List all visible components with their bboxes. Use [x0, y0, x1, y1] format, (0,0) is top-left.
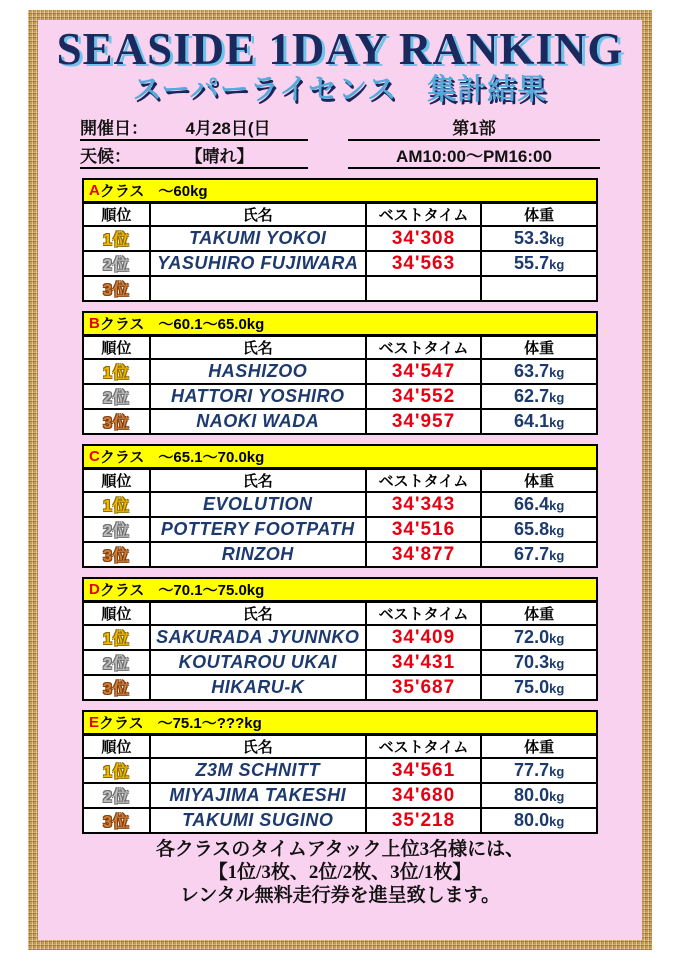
weight-unit: kg [549, 523, 565, 539]
table-row [83, 758, 597, 783]
weight-cell [481, 276, 597, 301]
name-cell [150, 276, 366, 301]
table-row [83, 625, 597, 650]
time-cell: 34'957 [366, 409, 482, 434]
name-cell: POTTERY FOOTPATH [150, 517, 366, 542]
table-row [83, 384, 597, 409]
weight-unit: kg [549, 232, 565, 248]
weight-unit: kg [549, 548, 565, 564]
rank-cell: 3位 [83, 409, 150, 434]
class-range: ～75.1～???kg [157, 715, 262, 733]
col-header-weight: 体重 [481, 735, 597, 758]
weight-value: 62.7 [514, 386, 550, 407]
rank-cell: 2位 [83, 384, 150, 409]
rank-cell: 2位 [83, 517, 150, 542]
time-cell: 34'561 [366, 758, 482, 783]
class-table-a [82, 202, 598, 302]
name-cell: HASHIZOO [150, 359, 366, 384]
weight-value: 67.7 [514, 544, 550, 565]
event-info-right [348, 113, 600, 169]
weight-unit: kg [549, 681, 565, 697]
rank-cell: 1位 [83, 359, 150, 384]
class-word: クラス [99, 715, 144, 733]
col-header-name: 氏名 [150, 602, 366, 625]
weight-cell [481, 675, 597, 700]
col-header-best-time: ベストタイム [366, 735, 482, 758]
time-cell: 35'687 [366, 675, 482, 700]
name-cell: EVOLUTION [150, 492, 366, 517]
weight-unit: kg [549, 257, 565, 273]
class-header-c [82, 444, 598, 469]
name-cell: TAKUMI YOKOI [150, 226, 366, 251]
event-info-left [80, 113, 308, 169]
table-row [83, 409, 597, 434]
weight-cell [481, 625, 597, 650]
weather-value: 【晴れ】 [185, 146, 254, 166]
decorative-border-frame [28, 10, 652, 950]
col-header-weight: 体重 [481, 469, 597, 492]
weight-cell [481, 492, 597, 517]
event-date-row [80, 113, 308, 141]
class-header-d [82, 577, 598, 602]
class-range: ～65.1～70.0kg [158, 449, 265, 467]
weight-unit: kg [549, 390, 565, 406]
weight-value: 70.3 [514, 652, 550, 673]
class-range: ～60.1～65.0kg [158, 316, 265, 334]
col-header-best-time: ベストタイム [366, 336, 482, 359]
name-cell: YASUHIRO FUJIWARA [150, 251, 366, 276]
class-range: ～70.1～75.0kg [158, 582, 265, 600]
page-title: SEASIDE 1DAY RANKING [56, 24, 624, 74]
table-header-row [83, 469, 597, 492]
time-cell: 34'516 [366, 517, 482, 542]
table-row [83, 359, 597, 384]
class-word: クラス [99, 582, 145, 600]
table-row [83, 251, 597, 276]
rank-cell: 1位 [83, 625, 150, 650]
name-cell: SAKURADA JYUNNKO [150, 625, 366, 650]
table-row [83, 650, 597, 675]
weight-value: 77.7 [514, 760, 550, 781]
weight-cell [481, 650, 597, 675]
name-cell: NAOKI WADA [150, 409, 366, 434]
name-cell: RINZOH [150, 542, 366, 567]
prize-note-line-3: レンタル無料走行券を進呈致します。 [179, 885, 501, 907]
rank-cell: 3位 [83, 276, 150, 301]
class-range: ～60kg [158, 183, 208, 201]
weight-unit: kg [549, 789, 565, 805]
rank-cell: 1位 [83, 492, 150, 517]
class-block-d [82, 577, 598, 701]
col-header-best-time: ベストタイム [366, 469, 482, 492]
weight-unit: kg [549, 498, 565, 514]
weight-unit: kg [549, 764, 565, 780]
time-cell: 34'343 [366, 492, 482, 517]
weight-value: 75.0 [514, 677, 550, 698]
name-cell: Z3M SCHNITT [150, 758, 366, 783]
weight-cell [481, 758, 597, 783]
table-row [83, 542, 597, 567]
weight-cell [481, 359, 597, 384]
weight-value: 55.7 [514, 253, 550, 274]
event-date-value: 4月28日(日 [185, 118, 271, 138]
rank-cell: 2位 [83, 251, 150, 276]
event-info [80, 113, 600, 169]
class-block-e [82, 710, 598, 834]
col-header-weight: 体重 [481, 602, 597, 625]
class-word: クラス [99, 183, 145, 201]
time-cell: 34'680 [366, 783, 482, 808]
weight-unit: kg [549, 814, 565, 830]
weight-value: 72.0 [514, 627, 550, 648]
time-cell: 34'409 [366, 625, 482, 650]
class-table-b [82, 335, 598, 435]
table-row [83, 492, 597, 517]
class-block-c [82, 444, 598, 568]
weight-cell [481, 226, 597, 251]
weight-cell [481, 409, 597, 434]
col-header-name: 氏名 [150, 469, 366, 492]
col-header-weight: 体重 [481, 203, 597, 226]
rank-cell: 3位 [83, 542, 150, 567]
col-header-rank: 順位 [83, 203, 150, 226]
rank-cell: 2位 [83, 650, 150, 675]
col-header-rank: 順位 [83, 602, 150, 625]
col-header-weight: 体重 [481, 336, 597, 359]
time-cell: 34'431 [366, 650, 482, 675]
class-word: クラス [99, 316, 145, 334]
weight-cell [481, 808, 597, 833]
hours-row: AM10:00～PM16:00 [348, 141, 600, 169]
rank-cell: 3位 [83, 808, 150, 833]
time-cell: 34'877 [366, 542, 482, 567]
class-header-e [82, 710, 598, 735]
name-cell: KOUTAROU UKAI [150, 650, 366, 675]
time-cell: 34'308 [366, 226, 482, 251]
name-cell: MIYAJIMA TAKESHI [150, 783, 366, 808]
weight-cell [481, 384, 597, 409]
class-table-e [82, 734, 598, 834]
prize-note-line-2: 【1位/3枚、2位/2枚、3位/1枚】 [208, 862, 472, 884]
rank-cell: 2位 [83, 783, 150, 808]
col-header-rank: 順位 [83, 469, 150, 492]
col-header-rank: 順位 [83, 735, 150, 758]
weather-row [80, 141, 308, 169]
rank-cell: 3位 [83, 675, 150, 700]
weight-value: 65.8 [514, 519, 550, 540]
prize-note [156, 838, 524, 908]
class-letter: C [89, 448, 100, 466]
col-header-best-time: ベストタイム [366, 203, 482, 226]
table-row [83, 808, 597, 833]
col-header-name: 氏名 [150, 336, 366, 359]
col-header-best-time: ベストタイム [366, 602, 482, 625]
time-cell [366, 276, 482, 301]
table-header-row [83, 336, 597, 359]
class-table-d [82, 601, 598, 701]
name-cell: HIKARU-K [150, 675, 366, 700]
weight-value: 80.0 [514, 785, 550, 806]
class-letter: B [89, 315, 100, 333]
col-header-name: 氏名 [150, 735, 366, 758]
class-table-c [82, 468, 598, 568]
time-cell: 34'563 [366, 251, 482, 276]
weight-unit: kg [549, 415, 565, 431]
col-header-name: 氏名 [150, 203, 366, 226]
name-cell: HATTORI YOSHIRO [150, 384, 366, 409]
weather-label: 天候： [80, 146, 131, 166]
col-header-rank: 順位 [83, 336, 150, 359]
class-header-b [82, 311, 598, 336]
weight-cell [481, 251, 597, 276]
weight-unit: kg [549, 365, 565, 381]
rank-cell: 1位 [83, 758, 150, 783]
class-block-b [82, 311, 598, 435]
table-row [83, 783, 597, 808]
table-row [83, 517, 597, 542]
weight-unit: kg [549, 631, 565, 647]
class-header-a [82, 178, 598, 203]
weight-value: 63.7 [514, 361, 550, 382]
name-cell: TAKUMI SUGINO [150, 808, 366, 833]
class-letter: D [89, 581, 100, 599]
event-date-label: 開催日： [80, 118, 148, 138]
class-block-a [82, 178, 598, 302]
table-header-row [83, 602, 597, 625]
time-cell: 35'218 [366, 808, 482, 833]
table-header-row [83, 735, 597, 758]
weight-cell [481, 517, 597, 542]
table-row [83, 675, 597, 700]
weight-cell [481, 542, 597, 567]
table-row [83, 276, 597, 301]
table-row [83, 226, 597, 251]
ranking-sheet [38, 20, 642, 940]
weight-unit: kg [549, 656, 565, 672]
time-cell: 34'552 [366, 384, 482, 409]
weight-value: 53.3 [514, 228, 550, 249]
session-row: 第1部 [348, 113, 600, 141]
rank-cell: 1位 [83, 226, 150, 251]
table-header-row [83, 203, 597, 226]
class-letter: A [89, 182, 100, 200]
weight-cell [481, 783, 597, 808]
time-cell: 34'547 [366, 359, 482, 384]
prize-note-line-1: 各クラスのタイムアタック上位3名様には、 [155, 839, 525, 861]
class-letter: E [89, 714, 100, 732]
class-word: クラス [99, 449, 145, 467]
weight-value: 64.1 [514, 411, 550, 432]
weight-value: 80.0 [514, 810, 550, 831]
weight-value: 66.4 [514, 494, 550, 515]
page-subtitle: スーパーライセンス 集計結果 [132, 74, 548, 107]
